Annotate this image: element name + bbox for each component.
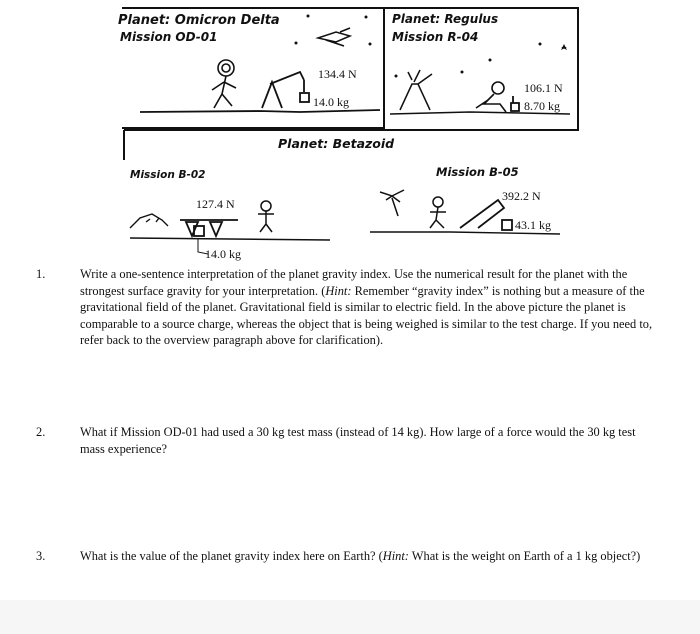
astronaut-icon: [476, 82, 506, 112]
question-text: Remember “gravity index” is nothing but a measure of the gravitational field of the planet. Gravitational field is similar to electric field. In the above picture the planet is comparable to a source charge, whereas the object that is being weighed is similar to the test charge. If you need to, refer back to the overview paragraph above for clarification).: [80, 283, 653, 348]
panel-4-mission-label: Mission B-05: [436, 165, 519, 179]
question-1: [36, 266, 660, 349]
panel-2-mass: 8.70 kg: [524, 99, 560, 113]
panel-2-force: 106.1 N: [524, 81, 563, 95]
question-text: What is the value of the planet gravity index here on Earth? (: [80, 549, 383, 563]
panel-3-mission-label: Mission B-02: [130, 169, 206, 181]
panel-omicron-delta: [118, 13, 380, 112]
panel-3-force: 127.4 N: [196, 197, 235, 211]
astronaut-icon: [258, 201, 274, 232]
ground-line: [370, 232, 560, 234]
question-number: 3.: [36, 549, 46, 563]
ground-line: [140, 110, 380, 112]
panel-4-mass: 43.1 kg: [515, 218, 551, 232]
scale-icon: [262, 72, 309, 108]
scale-icon: [180, 220, 238, 236]
astronaut-icon: [430, 197, 446, 228]
panel-4-force: 392.2 N: [502, 189, 541, 203]
panel-mission-b-05: [370, 165, 560, 234]
palm-tree-icon: [380, 190, 404, 216]
scale-icon: [511, 96, 519, 111]
question-2: [36, 424, 660, 457]
panel-2-planet-label: Planet: Regulus: [392, 12, 499, 26]
hint-label: Hint:: [382, 549, 409, 563]
panel-1-mass: 14.0 kg: [313, 95, 349, 109]
panel-mission-b-02: [130, 169, 330, 261]
betazoid-planet-label: Planet: Betazoid: [278, 136, 395, 151]
question-number: 1.: [36, 267, 46, 281]
question-text: Write a one-sentence interpretation of the planet gravity index. Use the numerical result for the planet with the strongest surface gravity for your interpretation. (: [80, 267, 628, 298]
question-3: [36, 548, 660, 565]
question-number: 2.: [36, 425, 46, 439]
panel-regulus: [390, 12, 570, 114]
panel-3-mass: 14.0 kg: [205, 247, 241, 261]
question-text: What is the weight on Earth of a 1 kg object?): [408, 549, 641, 563]
volcano-icon: [400, 70, 432, 110]
comic-illustration: [0, 0, 700, 265]
page-bottom-edge: [0, 600, 700, 634]
panel-1-force: 134.4 N: [318, 67, 357, 81]
stars-icon: [395, 43, 568, 78]
question-text: What if Mission OD-01 had used a 30 kg test mass (instead of 14 kg). How large of a force would the 30 kg test mass experience?: [80, 425, 636, 456]
scale-icon: [460, 200, 512, 230]
ground-line: [130, 238, 330, 240]
astronaut-icon: [212, 60, 236, 108]
panel-2-mission-label: Mission R-04: [392, 30, 479, 44]
panel-1-mission-label: Mission OD-01: [120, 30, 218, 44]
rock-pile-icon: [130, 214, 168, 228]
spaceship-icon: [318, 28, 350, 46]
panel-1-planet-label: Planet: Omicron Delta: [118, 13, 280, 28]
hint-label: Hint:: [325, 283, 352, 298]
